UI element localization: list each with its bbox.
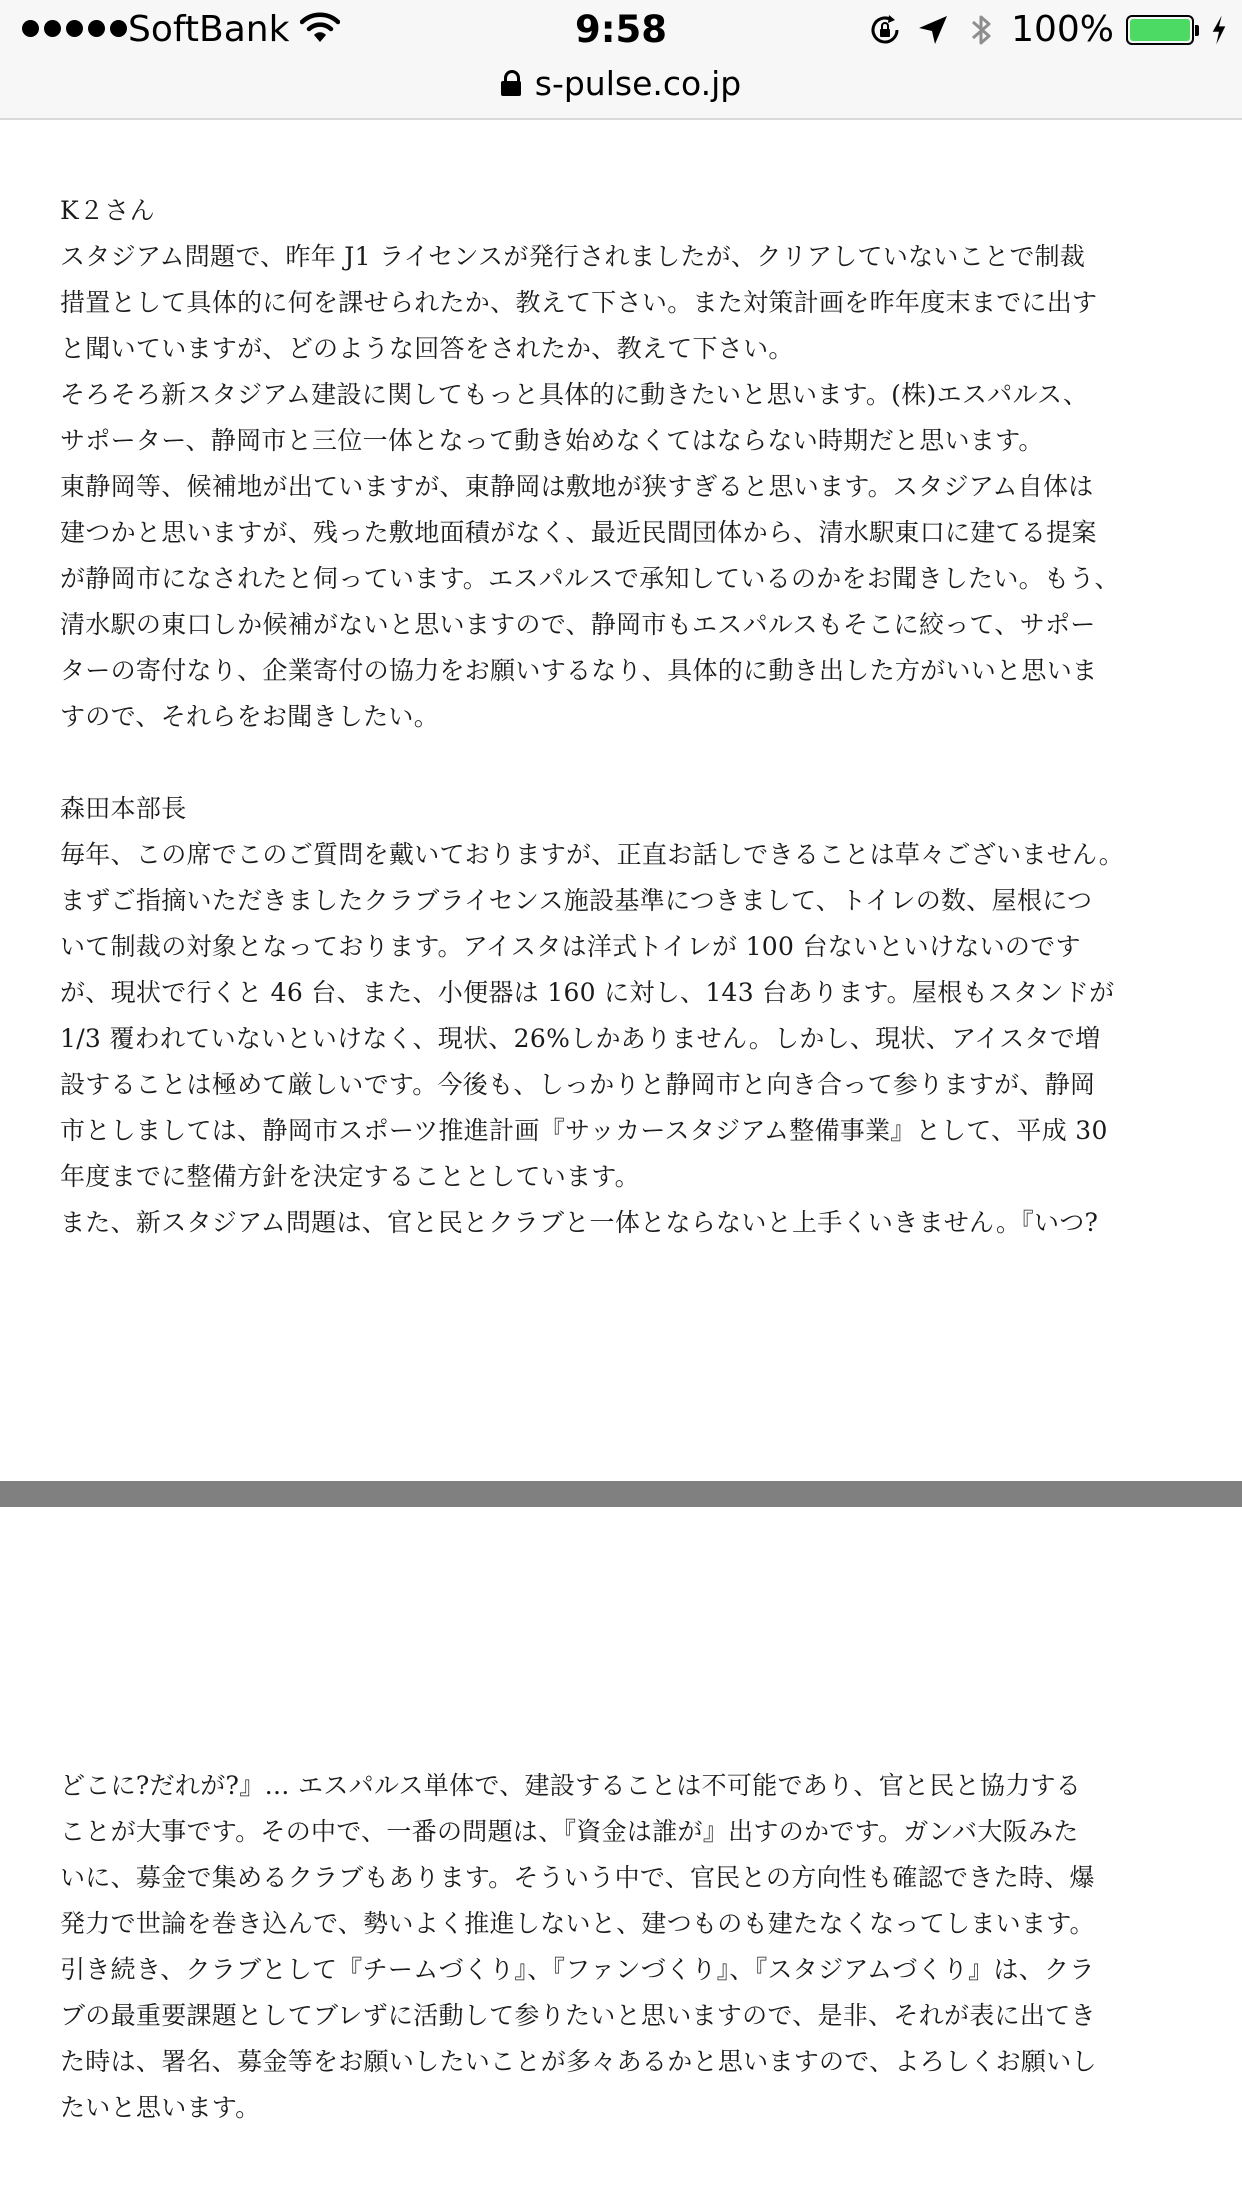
carrier-name: SoftBank — [128, 9, 290, 50]
location-arrow-icon — [915, 12, 951, 48]
battery-icon — [1126, 15, 1194, 45]
page-divider — [0, 1481, 1242, 1507]
browser-top-bar — [0, 0, 1242, 120]
bluetooth-icon — [963, 12, 999, 48]
url-text: s-pulse.co.jp — [534, 63, 742, 103]
clock: 9:58 — [574, 8, 668, 51]
status-icons — [867, 8, 1228, 52]
answer-paragraph: 引き続き、クラブとして『チームづくり』、『ファンづくり』、『スタジアムづくり』は、クラ ブの最重要課題としてブレずに活動して参りたいと思いますので、是非、それが表に出てき た時は、署名、募金等をお願いしたいことが多々あるかと思いますので、よろしくお願いし たいと思います。 — [60, 1955, 1097, 2122]
question-paragraph: スタジアム問題で、昨年 J1 ライセンスが発行されましたが、クリアしていないことで制裁 措置として具体的に何を課せられたか、教えて下さい。また対策計画を昨年度末までに出す と聞いていますが、どのような回答をされたか、教えて下さい。 — [60, 242, 1098, 363]
article-section-continued — [60, 1763, 1160, 2131]
answer-paragraph: どこに?だれが?』… エスパルス単体で、建設することは不可能であり、官と民と協力する ことが大事です。その中で、一番の問題は、『資金は誰が』出すのかです。ガンバ大阪みた いに、募金で集めるクラブもあります。そういう中で、官民との方向性も確認できた時、爆 発力で世論を巻き込んで、勢いよく推進しないと、建つものも建たなくなってしまいます。 — [60, 1771, 1095, 1938]
question-paragraph: そろそろ新スタジアム建設に関してもっと具体的に動きたいと思います。(株)エスパルス、 サポーター、静岡市と三位一体となって動き始めなくてはならない時期だと思います。 — [60, 380, 1089, 455]
speaker-name: 森田本部長 — [60, 794, 187, 823]
article-section-first — [60, 188, 1160, 1246]
cell-signal-icon — [22, 20, 127, 40]
wifi-icon — [300, 10, 340, 46]
address-bar[interactable] — [0, 58, 1242, 108]
status-bar — [0, 0, 1242, 60]
battery-percentage: 100% — [1011, 9, 1114, 50]
charging-bolt-icon — [1210, 12, 1228, 48]
rotation-lock-icon — [867, 12, 903, 48]
question-paragraph: 東静岡等、候補地が出ていますが、東静岡は敷地が狭すぎると思います。スタジアム自体は 建つかと思いますが、残った敷地面積がなく、最近民間団体から、清水駅東口に建てる提案 が静岡市になされたと伺っています。エスパルスで承知しているのかをお聞きしたい。もう、 清水駅の東口しか候補がないと思いますので、静岡市もエスパルスもそこに絞って、サポー ターの寄付なり、企業寄付の協力をお願いするなり、具体的に動き出した方がいいと思いま すので、それらをお聞きしたい。 — [60, 472, 1120, 731]
paragraph-gap — [60, 740, 1160, 786]
answer-paragraph: また、新スタジアム問題は、官と民とクラブと一体とならないと上手くいきません。『いつ? — [60, 1208, 1099, 1237]
lock-icon — [501, 70, 521, 96]
answer-paragraph: 毎年、この席でこのご質問を戴いておりますが、正直お話しできることは草々ございません。 まずご指摘いただきましたクラブライセンス施設基準につきまして、トイレの数、屋根につ いて制裁の対象となっております。アイスタは洋式トイレが 100 台ないといけないのです が、現状で行くと 46 台、また、小便器は 160 に対し、143 台あります。屋根もスタンドが 1/3 覆われていないといけなく、現状、26%しかありません。しかし、現状、アイスタで増 設することは極めて厳しいです。今後も、しっかりと静岡市と向き合って参りますが、静岡 市としましては、静岡市スポーツ推進計画『サッカースタジアム整備事業』として、平成 30 年度までに整備方針を決定することとしています。 — [60, 840, 1125, 1191]
speaker-name: K２さん — [60, 196, 155, 225]
